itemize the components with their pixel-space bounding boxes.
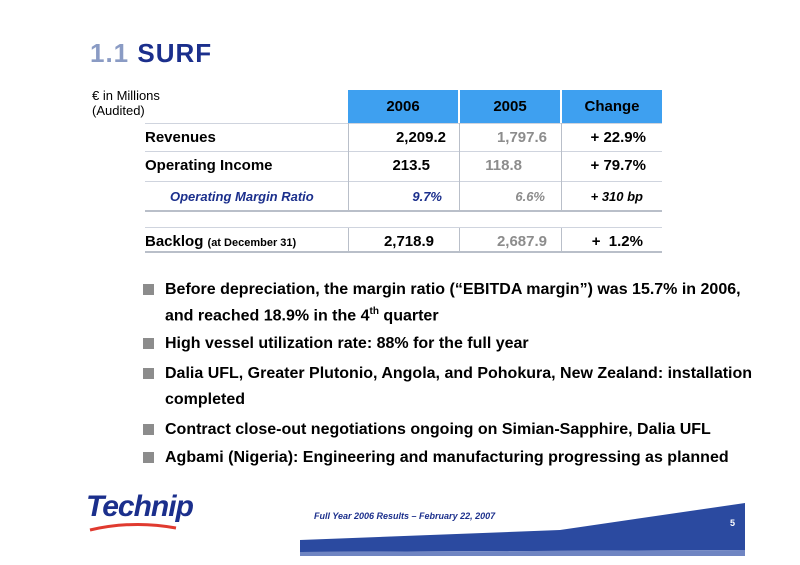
- bullet-text-end: quarter: [378, 307, 439, 325]
- bullet-text: High vessel utilization rate: 88% for the full year: [165, 335, 529, 353]
- bullet-square-icon: [143, 452, 154, 463]
- cell-backlog-2005: 2,687.9: [496, 233, 547, 250]
- grid-line: [348, 123, 349, 211]
- bullet-text: Contract close-out negotiations ongoing on Simian-Sapphire, Dalia UFL: [165, 421, 711, 439]
- header-2006: 2006: [348, 90, 458, 123]
- row-label-revenues: Revenues: [145, 129, 216, 146]
- unit-note: [92, 88, 160, 118]
- cell-backlog-2006: 2,718.9: [383, 233, 434, 250]
- bullet-list: [143, 279, 763, 475]
- row-label-operating-margin-ratio: Operating Margin Ratio: [170, 189, 314, 204]
- bullet-text: Agbami (Nigeria): Engineering and manufacturing progressing as planned: [165, 449, 729, 467]
- bullet-item: [143, 361, 763, 413]
- bullet-item: [143, 279, 763, 327]
- footer-text: Full Year 2006 Results – February 22, 2007: [314, 511, 496, 521]
- grid-line: [459, 228, 460, 252]
- bullet-square-icon: [143, 368, 154, 379]
- logo-swoosh-icon: [88, 522, 178, 534]
- bullet-text: Before depreciation, the margin ratio (“EBITDA margin”) was 15.7% in 2006, and reached 18.9% in the 4: [165, 281, 741, 325]
- cell-backlog-change: + 1.2%: [591, 233, 643, 250]
- grid-line: [145, 210, 662, 212]
- bullet-square-icon: [143, 284, 154, 295]
- cell-revenues-change: + 22.9%: [590, 129, 646, 146]
- bullet-item: [143, 419, 763, 441]
- cell-operating-income-change: + 79.7%: [590, 157, 646, 174]
- grid-line: [561, 228, 562, 252]
- technip-logo: Technip: [86, 490, 193, 523]
- cell-revenues-2005: 1,797.6: [496, 129, 547, 146]
- header-change: Change: [562, 90, 662, 123]
- bullet-text: Dalia UFL, Greater Plutonio, Angola, and Pohokura, New Zealand: installation completed: [165, 365, 753, 409]
- title-number: 1.1: [90, 38, 130, 68]
- backlog-label: Backlog: [145, 233, 204, 250]
- row-label-operating-income: Operating Income: [145, 157, 273, 174]
- backlog-sublabel: (at December 31): [207, 237, 297, 249]
- title-name: SURF: [137, 38, 213, 68]
- cell-operating-income-2006: 213.5: [392, 157, 430, 174]
- bullet-item: [143, 447, 763, 469]
- bullet-item: [143, 333, 763, 355]
- grid-line: [145, 123, 662, 124]
- bullet-square-icon: [143, 338, 154, 349]
- grid-line: [561, 123, 562, 211]
- cell-operating-income-2005: 118.8: [485, 157, 522, 174]
- cell-margin-change: + 310 bp: [590, 189, 643, 204]
- row-label-backlog: [145, 233, 296, 250]
- unit-line-2: (Audited): [92, 103, 145, 118]
- page-title: [90, 38, 212, 69]
- grid-line: [145, 181, 662, 182]
- cell-margin-2006: 9.7%: [412, 189, 442, 204]
- unit-line-1: € in Millions: [92, 88, 160, 103]
- grid-line: [145, 151, 662, 152]
- page-number: 5: [730, 518, 736, 528]
- bullet-superscript: th: [369, 306, 379, 317]
- bullet-square-icon: [143, 424, 154, 435]
- cell-revenues-2006: 2,209.2: [395, 129, 446, 146]
- grid-line: [459, 123, 460, 211]
- header-2005: 2005: [460, 90, 560, 123]
- cell-margin-2005: 6.6%: [515, 189, 545, 204]
- grid-line: [348, 228, 349, 252]
